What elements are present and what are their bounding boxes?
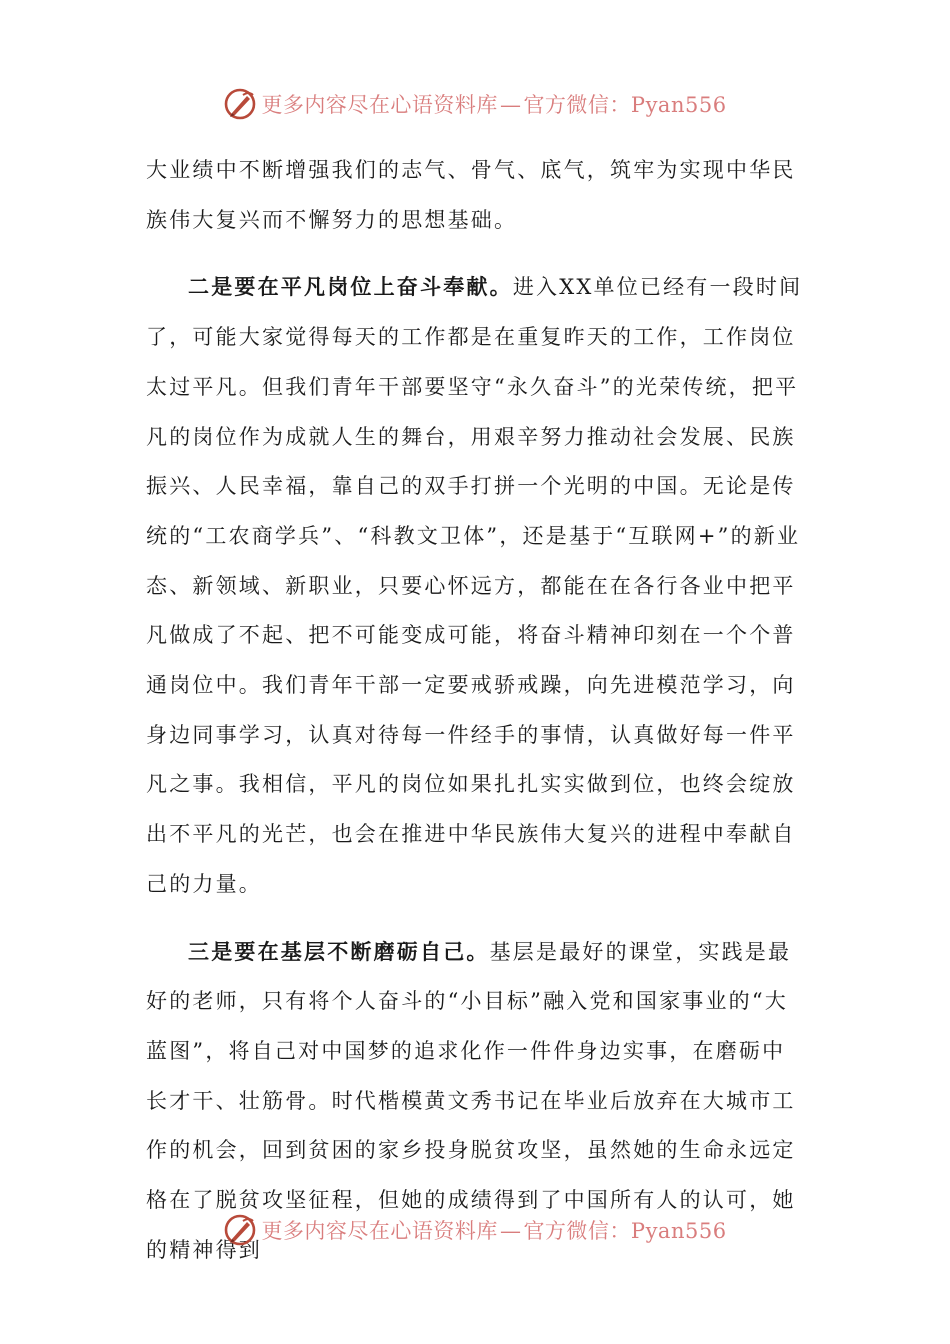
paragraph-2-lead: 二是要在平凡岗位上奋斗奉献。 — [188, 275, 513, 300]
watermark-text: 更多内容尽在心语资料库—官方微信：Pyan556 — [261, 93, 727, 117]
document-body — [146, 146, 806, 1275]
paragraph-2 — [146, 263, 806, 909]
pen-circle-logo-icon — [223, 1213, 257, 1247]
pen-circle-logo-icon — [223, 87, 257, 121]
paragraph-1 — [146, 146, 806, 245]
paragraph-3-body: 基层是最好的课堂，实践是最好的老师，只有将个人奋斗的“小目标”融入党和国家事业的“大蓝图”，将自己对中国梦的追求化作一件件身边实事，在磨砺中长才干、壮筋骨。时代楷模黄文秀书记在毕业后放弃在大城市工作的机会，回到贫困的家乡投身脱贫攻坚，虽然她的生命永远定格在了脱贫攻坚征程，但她的成绩得到了中国所有人的认可，她的精神得到 — [146, 939, 796, 1262]
watermark-text: 更多内容尽在心语资料库—官方微信：Pyan556 — [261, 1219, 727, 1243]
paragraph-3-lead: 三是要在基层不断磨砺自己。 — [188, 939, 490, 964]
watermark-banner-top — [0, 84, 950, 124]
paragraph-2-body: 进入XX单位已经有一段时间了，可能大家觉得每天的工作都是在重复昨天的工作，工作岗位太过平凡。但我们青年干部要坚守“永久奋斗”的光荣传统，把平凡的岗位作为成就人生的舞台，用艰辛努力推动社会发展、民族振兴、人民幸福，靠自己的双手打拼一个光明的中国。无论是传统的“工农商学兵”、“科教文卫体”，还是基于“互联网+”的新业态、新领域、新职业，只要心怀远方，都能在在各行各业中把平凡做成了不起、把不可能变成可能，将奋斗精神印刻在一个个普通岗位中。我们青年干部一定要戒骄戒躁，向先进模范学习，向身边同事学习，认真对待每一件经手的事情，认真做好每一件平凡之事。我相信，平凡的岗位如果扎扎实实做到位，也终会绽放出不平凡的光芒，也会在推进中华民族伟大复兴的进程中奉献自己的力量。 — [146, 275, 803, 896]
paragraph-1-body: 大业绩中不断增强我们的志气、骨气、底气，筑牢为实现中华民族伟大复兴而不懈努力的思想基础。 — [146, 158, 796, 232]
watermark-banner-bottom — [0, 1210, 950, 1250]
